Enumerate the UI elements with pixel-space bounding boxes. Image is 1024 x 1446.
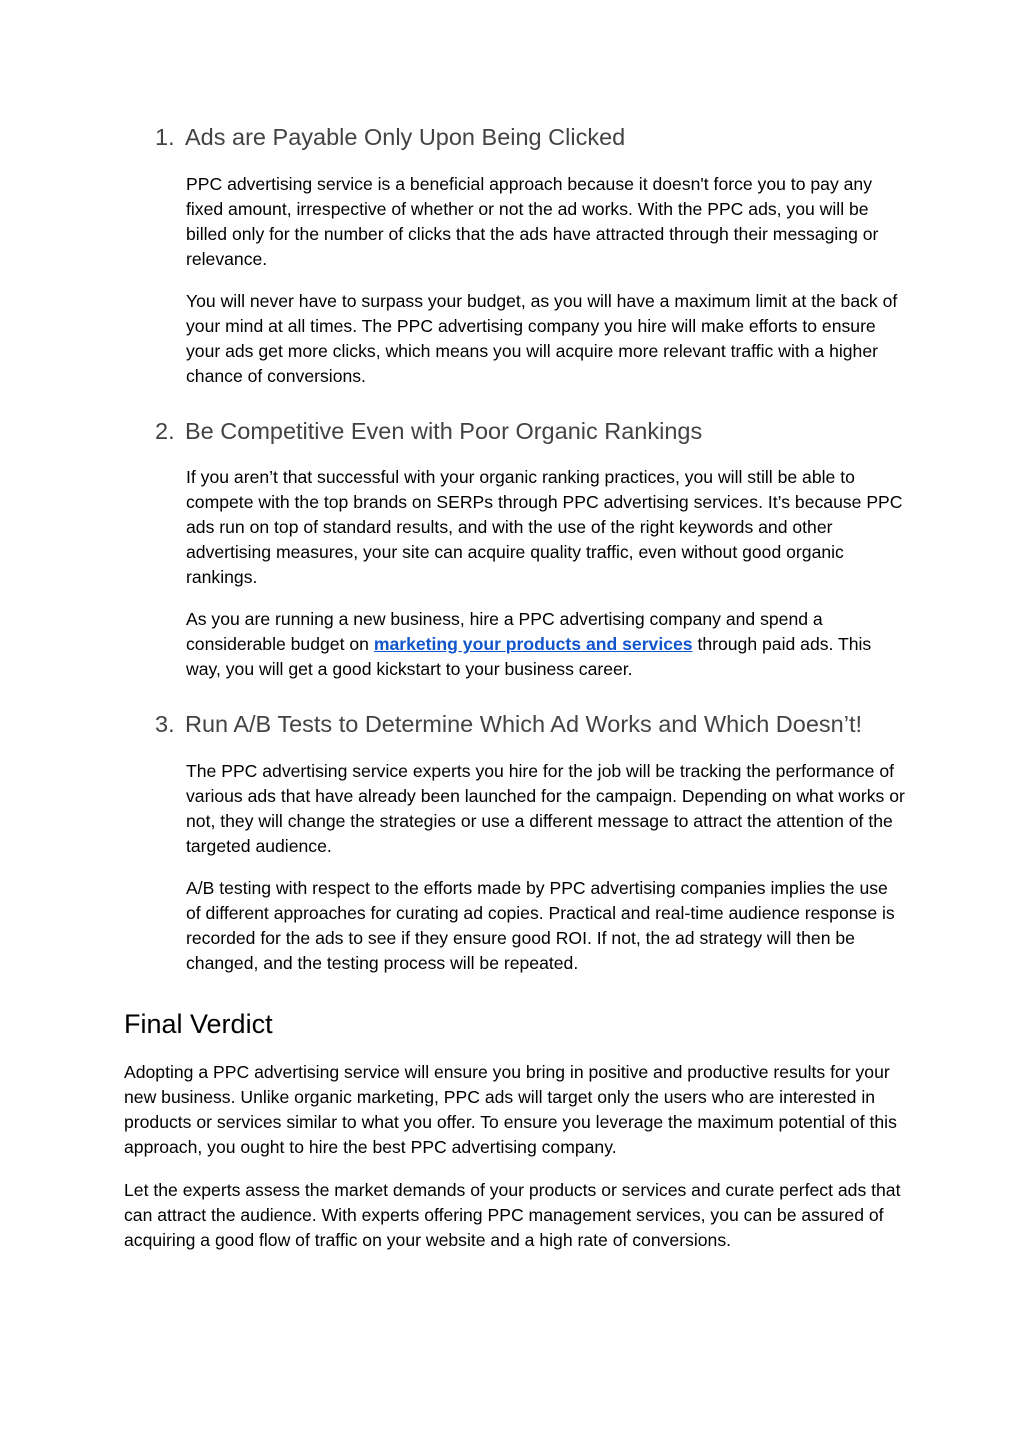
section-title-1: Ads are Payable Only Upon Being Clicked — [185, 124, 626, 150]
section-1-paragraph-2: You will never have to surpass your budget, as you will have a maximum limit at the back of your mind at all times. The PPC advertising company you hire will make efforts to ensure your ads get more clicks, which means you will acquire more relevant traffic with a higher chance of conversions. — [186, 291, 898, 386]
final-verdict-heading: Final Verdict — [124, 1009, 273, 1039]
final-paragraph-2: Let the experts assess the market demands of your products or services and curate perfect ads that can attract the audience. With experts offering PPC management services, you can be assured of acquiring a good flow of traffic on your website and a high rate of conversions. — [124, 1180, 901, 1250]
final-paragraph-1: Adopting a PPC advertising service will ensure you bring in positive and productive results for your new business. Unlike organic marketing, PPC ads will target only the users who are interested in products or services similar to what you offer. To ensure you leverage the maximum potential of this approach, you ought to hire the best PPC advertising company. — [124, 1062, 897, 1157]
section-3-paragraph-1: The PPC advertising service experts you hire for the job will be tracking the performance of various ads that have already been launched for the campaign. Depending on what works or not, they will change the strategies or use a different message to attract the attention of the targeted audience. — [186, 761, 905, 856]
section-number-3: 3. — [155, 711, 175, 737]
section-2-paragraph-2 — [186, 607, 906, 682]
link-paragraph-before: As you are running a new business, hire a PPC advertising company and spend a considerable budget on — [186, 609, 823, 654]
section-1-paragraph-1: PPC advertising service is a beneficial approach because it doesn't force you to pay any fixed amount, irrespective of whether or not the ad works. With the PPC ads, you will be billed only for the number of clicks that the ads have attracted through their messaging or relevance. — [186, 174, 879, 269]
link-paragraph-after: through paid ads. This way, you will get a good kickstart to your business career. — [186, 634, 872, 679]
section-number-2: 2. — [155, 418, 175, 444]
section-2-paragraph-1: If you aren’t that successful with your organic ranking practices, you will still be able to compete with the top brands on SERPs through PPC advertising services. It’s because PPC ads run on top of standard results, and with the use of the right keywords and other advertising measures, your site can acquire quality traffic, even without good organic rankings. — [186, 467, 903, 587]
section-number-1: 1. — [155, 124, 175, 150]
section-3-paragraph-2: A/B testing with respect to the efforts made by PPC advertising companies implies the use of different approaches for curating ad copies. Practical and real-time audience response is recorded for the ads to see if they ensure good ROI. If not, the ad strategy will then be changed, and the testing process will be repeated. — [186, 878, 895, 973]
section-heading-2 — [155, 416, 915, 446]
section-heading-1 — [155, 122, 915, 152]
section-title-3: Run A/B Tests to Determine Which Ad Works and Which Doesn’t! — [185, 711, 863, 737]
section-title-2: Be Competitive Even with Poor Organic Rankings — [185, 418, 703, 444]
marketing-services-link[interactable]: marketing your products and services — [373, 634, 693, 654]
section-heading-3 — [155, 709, 915, 739]
